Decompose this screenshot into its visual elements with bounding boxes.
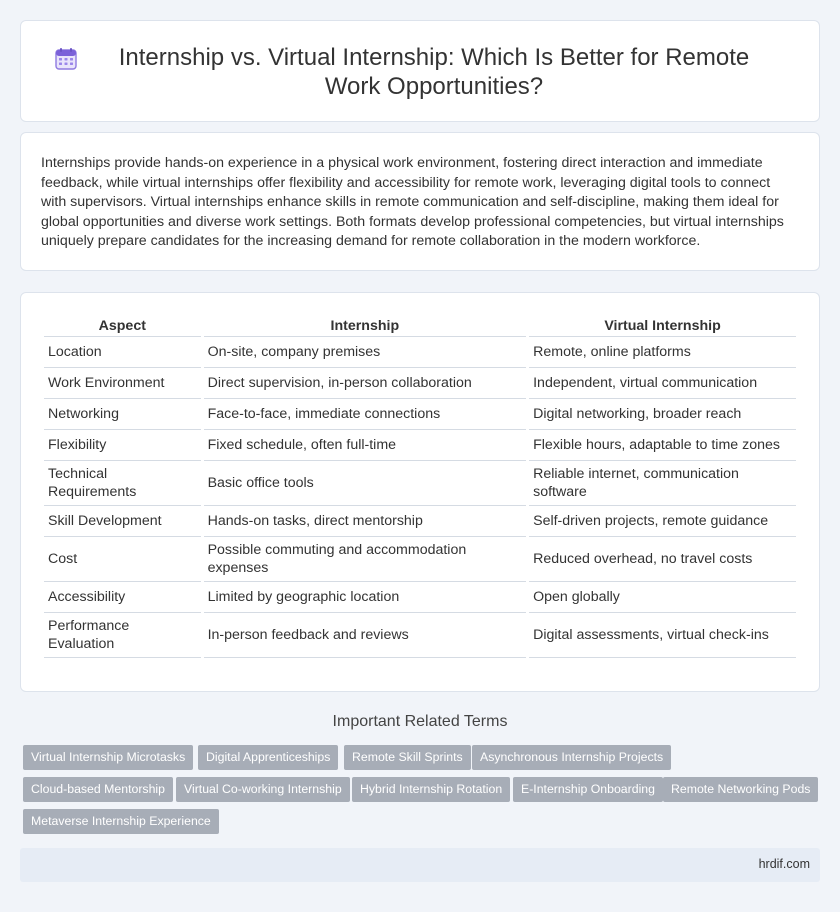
virtual-internship-cell: Digital networking, broader reach	[529, 399, 796, 430]
virtual-internship-cell: Reduced overhead, no travel costs	[529, 537, 796, 582]
internship-cell: Direct supervision, in-person collaboration	[204, 368, 527, 399]
intro-card	[20, 132, 820, 271]
virtual-internship-cell: Flexible hours, adaptable to time zones	[529, 430, 796, 461]
title-card	[20, 20, 820, 122]
internship-cell: Face-to-face, immediate connections	[204, 399, 527, 430]
aspect-cell: Flexibility	[44, 430, 201, 461]
table-row	[44, 461, 796, 506]
table-header-row	[44, 315, 796, 337]
internship-cell: Basic office tools	[204, 461, 527, 506]
virtual-internship-cell: Open globally	[529, 582, 796, 613]
virtual-internship-cell: Remote, online platforms	[529, 337, 796, 368]
aspect-cell: Skill Development	[44, 506, 201, 537]
aspect-cell: Location	[44, 337, 201, 368]
internship-cell: Fixed schedule, often full-time	[204, 430, 527, 461]
related-term-tag[interactable]: Virtual Internship Microtasks	[23, 745, 193, 770]
page-title: Internship vs. Virtual Internship: Which Is Better for Remote Work Opportunities?	[118, 44, 750, 100]
related-term-tag[interactable]: E-Internship Onboarding	[513, 777, 663, 802]
table-row	[44, 430, 796, 461]
aspect-cell: Networking	[44, 399, 201, 430]
related-term-tag[interactable]: Cloud-based Mentorship	[23, 777, 173, 802]
related-term-tag[interactable]: Virtual Co-working Internship	[176, 777, 350, 802]
internship-cell: Hands-on tasks, direct mentorship	[204, 506, 527, 537]
footer	[20, 848, 820, 882]
table-row	[44, 399, 796, 430]
aspect-cell: Work Environment	[44, 368, 201, 399]
table-row	[44, 582, 796, 613]
related-terms-heading: Important Related Terms	[332, 713, 508, 730]
aspect-cell: Technical Requirements	[44, 461, 201, 506]
virtual-internship-cell: Self-driven projects, remote guidance	[529, 506, 796, 537]
virtual-internship-cell: Reliable internet, communication software	[529, 461, 796, 506]
aspect-cell: Accessibility	[44, 582, 201, 613]
table-row	[44, 337, 796, 368]
related-term-tag[interactable]: Asynchronous Internship Projects	[472, 745, 671, 770]
related-term-tag[interactable]: Hybrid Internship Rotation	[352, 777, 510, 802]
related-term-tag[interactable]: Digital Apprenticeships	[198, 745, 338, 770]
column-header-aspect: Aspect	[44, 315, 201, 337]
aspect-cell: Performance Evaluation	[44, 613, 201, 658]
internship-cell: Limited by geographic location	[204, 582, 527, 613]
comparison-card	[20, 292, 820, 692]
column-header-virtual-internship: Virtual Internship	[529, 315, 796, 337]
virtual-internship-cell: Independent, virtual communication	[529, 368, 796, 399]
internship-cell: In-person feedback and reviews	[204, 613, 527, 658]
table-row	[44, 506, 796, 537]
aspect-cell: Cost	[44, 537, 201, 582]
table-row	[44, 613, 796, 658]
related-term-tag[interactable]: Remote Skill Sprints	[344, 745, 471, 770]
related-term-tag[interactable]: Metaverse Internship Experience	[23, 809, 219, 834]
table-row	[44, 368, 796, 399]
virtual-internship-cell: Digital assessments, virtual check-ins	[529, 613, 796, 658]
column-header-internship: Internship	[204, 315, 527, 337]
comparison-table	[41, 315, 799, 658]
related-term-tag[interactable]: Remote Networking Pods	[663, 777, 818, 802]
intro-paragraph: Internships provide hands-on experience in a physical work environment, fostering direct interaction and immediate feedback, while virtual internships offer flexibility and accessibility for remote work, leveraging digital tools to connect with supervisors. Virtual internships enhance skills in remote communication and self-discipline, making them ideal for global opportunities and diverse work settings. Both formats develop professional competencies, but virtual internships uniquely prepare candidates for the increasing demand for remote collaboration in the modern workforce.	[41, 155, 784, 250]
footer-site-link[interactable]: hrdif.com	[758, 857, 810, 871]
table-row	[44, 537, 796, 582]
internship-cell: Possible commuting and accommodation expenses	[204, 537, 527, 582]
internship-cell: On-site, company premises	[204, 337, 527, 368]
